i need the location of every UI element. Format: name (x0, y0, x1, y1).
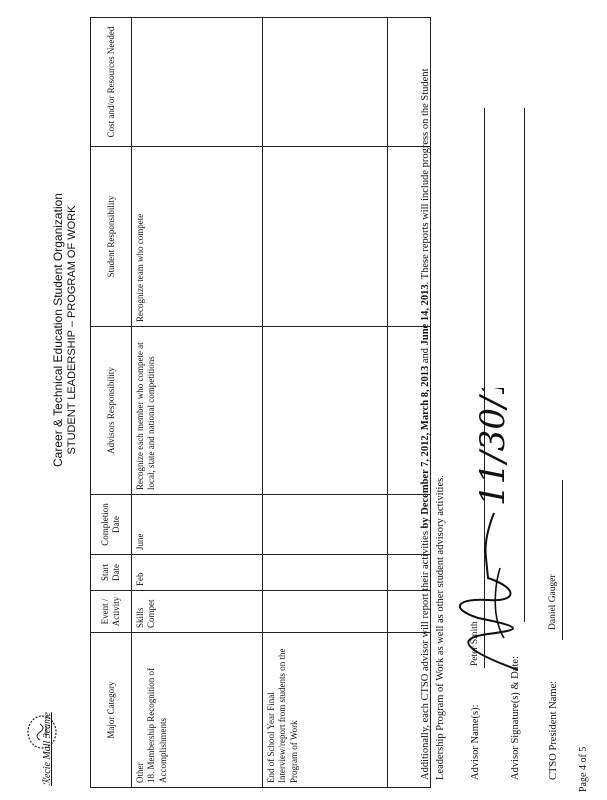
cell-start: Feb (132, 555, 263, 591)
president-name-label: CTSO President Name: (548, 680, 559, 780)
col-header: Student Responsibility (91, 147, 132, 327)
advisor-signature-label: Advisor Signature(s) & Date: (510, 656, 521, 780)
cell-event (263, 591, 388, 633)
page-number: Page 4 of 5 (578, 746, 589, 792)
title-block (52, 120, 78, 540)
para-dates: by December 7, 2012, March 8, 2013 (420, 365, 431, 529)
table-row (132, 18, 263, 788)
cell-student (263, 147, 388, 327)
handwritten-date-text: 11/30/12 (473, 388, 513, 506)
col-header: Event / Activity (91, 591, 132, 633)
document-subtitle: STUDENT LEADERSHIP – PROGRAM OF WORK (65, 205, 78, 455)
document-title: Career & Technical Education Student Organization (51, 193, 65, 467)
cell-completion (263, 495, 388, 555)
cell-completion: June (132, 495, 263, 555)
cell-cost (263, 18, 388, 147)
cell-event: Skills Compet (132, 591, 263, 633)
para-text: . These reports will include progress on the Student Leadership Program of Work as well as other student advisory activities. (420, 68, 447, 780)
handwritten-date (462, 388, 522, 510)
table-header-row (91, 18, 132, 788)
handwritten-signature-icon (448, 508, 538, 678)
cell-cost (132, 18, 263, 147)
president-name-value: Daniel Gauger (548, 574, 558, 630)
cell-major: End of School Year Final Interview/report from students on the Program of Work (263, 633, 388, 788)
cell-advisor (263, 327, 388, 495)
col-header: Start Date (91, 555, 132, 591)
cell-student: Recognize team who compete (132, 147, 263, 327)
cell-start (263, 555, 388, 591)
cell-advisor: Recognize each member who compete at local, state and national competitions (132, 327, 263, 495)
reporting-paragraph (418, 40, 448, 780)
advisor-name-value: Peter Smith (470, 621, 480, 666)
para-text: Additionally, each CTSO advisor will report their activities (420, 528, 431, 780)
cell-major: Other 18. Membership Recognition of Accomplishments (132, 633, 263, 788)
col-header: Major Category (91, 633, 132, 788)
col-header: Completion Date (91, 495, 132, 555)
para-text: and (420, 345, 431, 366)
advisor-name-label: Advisor Name(s): (470, 704, 481, 780)
col-header: Advisors Responsibility (91, 327, 132, 495)
col-header: Cost and/or Resources Needed (91, 18, 132, 147)
program-of-work-table (90, 17, 431, 788)
seal-caption: ℛесіе Mall 3еате (42, 712, 53, 786)
table-row (263, 18, 388, 788)
para-date-june: June 14, 2013 (420, 284, 431, 346)
